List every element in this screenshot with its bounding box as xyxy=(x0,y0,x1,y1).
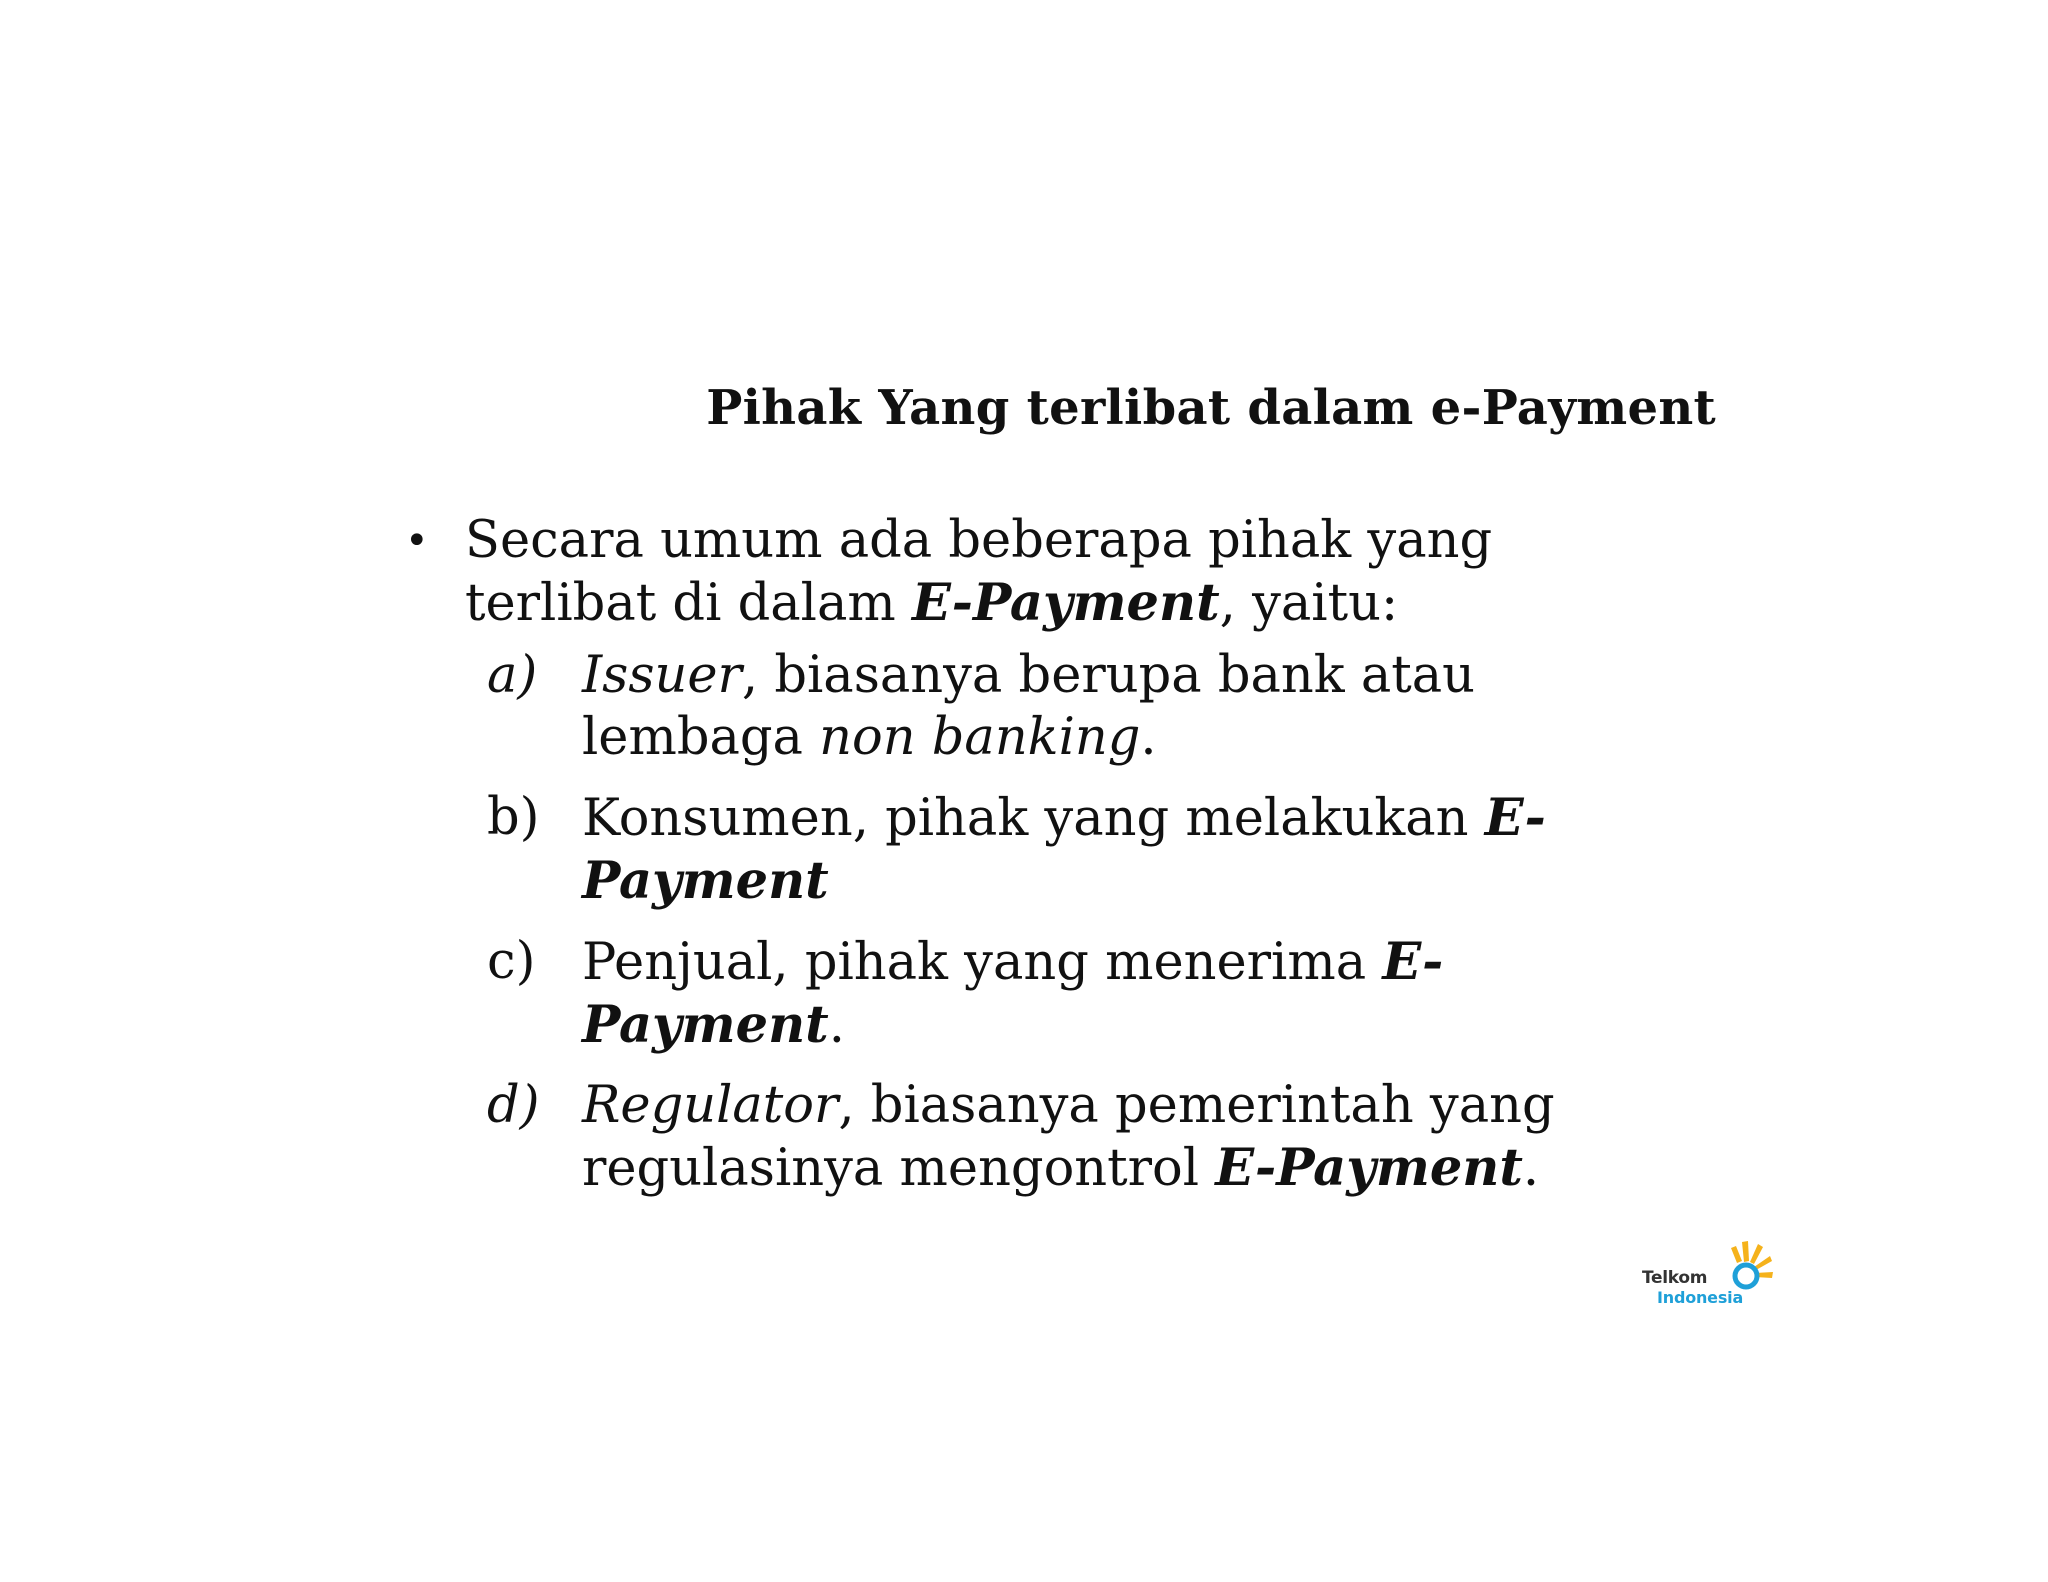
bullet-text xyxy=(465,510,1665,635)
list-marker: c) xyxy=(487,932,536,991)
list-item-text xyxy=(582,645,1622,769)
list-marker: b) xyxy=(487,788,540,847)
konsumen-description: Konsumen, pihak yang melakukan xyxy=(582,789,1485,848)
bullet-emphasis: E-Payment xyxy=(911,573,1220,633)
list-item-text xyxy=(582,931,1622,1057)
konsumen-emphasis: E-Payment xyxy=(582,788,1546,911)
list-item-regulator xyxy=(487,1075,1665,1200)
sub-list xyxy=(487,645,1665,1200)
slide-content xyxy=(405,510,1665,1218)
bullet-item xyxy=(405,510,1665,635)
slide-title: Pihak Yang terlibat dalam e-Payment xyxy=(706,380,1716,436)
list-item-issuer xyxy=(487,645,1665,769)
penjual-description: Penjual, pihak yang menerima xyxy=(582,933,1383,992)
telkom-indonesia-logo xyxy=(1642,1238,1772,1318)
regulator-end: . xyxy=(1522,1139,1540,1198)
list-item-penjual xyxy=(487,931,1665,1057)
bullet-text-part1: Secara umum ada beberapa pihak yang terlibat di dalam xyxy=(465,511,1493,633)
regulator-emphasis: E-Payment xyxy=(1215,1138,1523,1198)
list-item-text xyxy=(582,787,1622,913)
penjual-end: . xyxy=(828,996,845,1055)
logo-text-telkom: Telkom xyxy=(1642,1268,1708,1288)
list-item-text xyxy=(582,1075,1622,1200)
bullet-icon: • xyxy=(405,518,429,564)
bullet-text-part2: , yaitu: xyxy=(1219,574,1399,633)
logo-text-indonesia: Indonesia xyxy=(1657,1288,1744,1307)
list-marker: a) xyxy=(487,646,538,705)
list-item-konsumen xyxy=(487,787,1665,913)
list-marker: d) xyxy=(487,1076,540,1135)
issuer-description: , biasanya berupa bank atau lembaga xyxy=(582,646,1476,767)
term-issuer: Issuer xyxy=(582,646,742,705)
issuer-end: . xyxy=(1140,708,1157,767)
regulator-description: , biasanya pemerintah yang regulasinya mengontrol xyxy=(582,1076,1555,1198)
term-regulator: Regulator xyxy=(582,1076,839,1135)
penjual-emphasis: E-Payment xyxy=(582,932,1444,1055)
non-banking-text: non banking xyxy=(819,708,1141,767)
